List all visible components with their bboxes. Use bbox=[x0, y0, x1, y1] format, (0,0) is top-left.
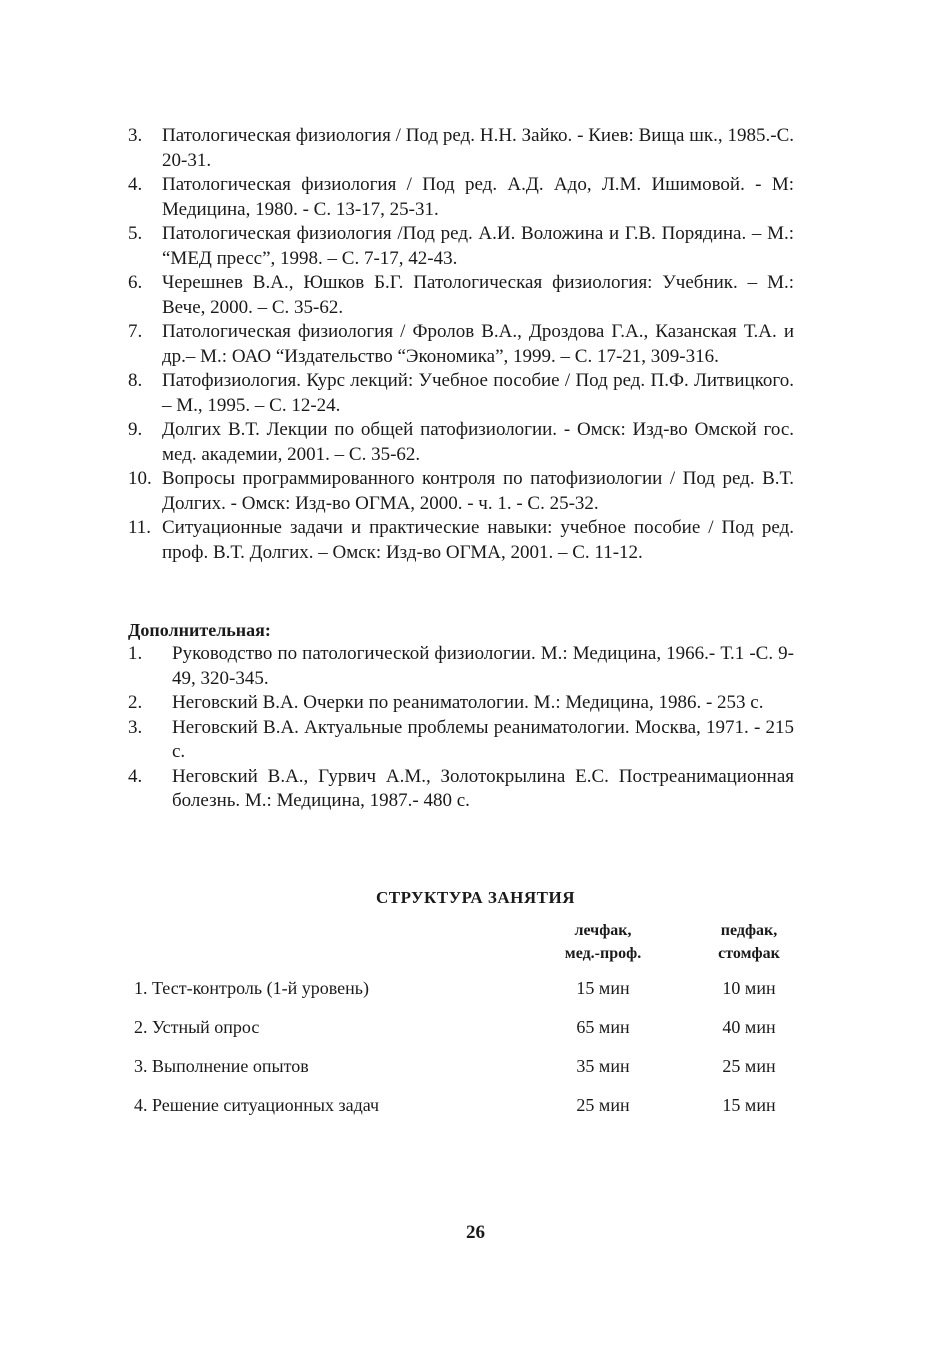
list-item bbox=[128, 765, 794, 814]
column-header-line: педфак, bbox=[720, 922, 778, 939]
duration-lechfak: 15 мин bbox=[576, 978, 630, 998]
list-item bbox=[128, 516, 794, 565]
column-header-pedfak bbox=[684, 919, 814, 965]
list-item bbox=[128, 369, 794, 418]
activity-name: 3. Выполнение опытов bbox=[134, 1056, 309, 1076]
list-item bbox=[128, 642, 794, 691]
item-text: Неговский В.А. Актуальные проблемы реаниматологии. Москва, 1971. - 215 с. bbox=[172, 716, 794, 762]
item-number: 5. bbox=[128, 223, 143, 244]
activity-name: 4. Решение ситуационных задач bbox=[134, 1095, 380, 1115]
reference-list bbox=[128, 124, 794, 565]
item-text: Неговский В.А. Очерки по реаниматологии. М.: Медицина, 1986. - 253 с. bbox=[172, 692, 764, 713]
table-row bbox=[134, 1095, 814, 1121]
item-number: 9. bbox=[128, 419, 143, 440]
table-row bbox=[134, 1056, 814, 1082]
duration-lechfak: 25 мин bbox=[576, 1095, 630, 1115]
item-text: Ситуационные задачи и практические навыки: учебное пособие / Под ред. проф. В.Т. Долгих. – Омск: Изд-во ОГМА, 2001. – С. 11-12. bbox=[162, 517, 794, 563]
item-text: Патологическая физиология /Под ред. А.И. Воложина и Г.В. Порядина. – М.: “МЕД пресс”, 1998. – С. 7-17, 42-43. bbox=[162, 223, 794, 269]
list-item bbox=[128, 467, 794, 516]
item-number: 11. bbox=[128, 517, 152, 538]
list-item bbox=[128, 320, 794, 369]
item-text: Патофизиология. Курс лекций: Учебное пособие / Под ред. П.Ф. Литвицкого. – М., 1995. – С. 12-24. bbox=[162, 370, 794, 416]
page-number: 26 bbox=[466, 1222, 485, 1243]
item-number: 7. bbox=[128, 321, 143, 342]
item-number: 3. bbox=[128, 125, 143, 146]
duration-lechfak: 35 мин bbox=[576, 1056, 630, 1076]
list-item bbox=[128, 716, 794, 765]
item-number: 4. bbox=[128, 765, 143, 787]
item-text: Руководство по патологической физиологии. М.: Медицина, 1966.- Т.1 -С. 9-49, 320-345. bbox=[172, 643, 794, 689]
item-text: Черешнев В.А., Юшков Б.Г. Патологическая физиология: Учебник. – М.: Вече, 2000. – С. 35-62. bbox=[162, 272, 794, 318]
list-item bbox=[128, 271, 794, 320]
duration-pedfak: 40 мин bbox=[722, 1017, 776, 1037]
list-item bbox=[128, 418, 794, 467]
additional-heading: Дополнительная: bbox=[128, 620, 271, 640]
item-text: Патологическая физиология / Под ред. Н.Н. Зайко. - Киев: Вища шк., 1985.-С. 20-31. bbox=[162, 125, 794, 171]
column-header-line: мед.-проф. bbox=[564, 945, 642, 962]
item-number: 8. bbox=[128, 370, 143, 391]
item-text: Патологическая физиология / Фролов В.А., Дроздова Г.А., Казанская Т.А. и др.– М.: ОАО “Издательство “Экономика”, 1999. – С. 17-21, 309-316. bbox=[162, 321, 794, 367]
item-number: 1. bbox=[128, 643, 143, 664]
item-text: Вопросы программированного контроля по патофизиологии / Под ред. В.Т. Долгих. - Омск: Изд-во ОГМА, 2000. - ч. 1. - С. 25-32. bbox=[162, 468, 794, 514]
list-item bbox=[128, 691, 794, 716]
item-number: 2. bbox=[128, 692, 143, 713]
activity-name: 2. Устный опрос bbox=[134, 1017, 260, 1037]
list-item bbox=[128, 173, 794, 222]
item-text: Долгих В.Т. Лекции по общей патофизиологии. - Омск: Изд-во Омской гос. мед. академии, 2001. – С. 35-62. bbox=[162, 419, 794, 465]
column-header-line: лечфак, bbox=[574, 922, 632, 939]
item-text: Патологическая физиология / Под ред. А.Д. Адо, Л.М. Ишимовой. - М: Медицина, 1980. - С. 13-17, 25-31. bbox=[162, 174, 794, 220]
duration-pedfak: 10 мин bbox=[722, 978, 776, 998]
column-header-line: стомфак bbox=[718, 945, 780, 962]
item-number: 4. bbox=[128, 174, 143, 195]
item-number: 3. bbox=[128, 716, 143, 738]
structure-heading: СТРУКТУРА ЗАНЯТИЯ bbox=[375, 888, 576, 907]
activity-name: 1. Тест-контроль (1-й уровень) bbox=[134, 978, 369, 998]
list-item bbox=[128, 222, 794, 271]
duration-pedfak: 25 мин bbox=[722, 1056, 776, 1076]
item-number: 10. bbox=[128, 468, 152, 489]
duration-lechfak: 65 мин bbox=[576, 1017, 630, 1037]
item-text: Неговский В.А., Гурвич А.М., Золотокрылина Е.С. Постреанимационная болезнь. М.: Медицина, 1987.- 480 с. bbox=[172, 765, 794, 811]
list-item bbox=[128, 124, 794, 173]
column-header-lechfak bbox=[538, 919, 668, 965]
duration-pedfak: 15 мин bbox=[722, 1095, 776, 1115]
table-row bbox=[134, 978, 814, 1004]
additional-list bbox=[128, 642, 794, 814]
item-number: 6. bbox=[128, 272, 143, 293]
table-row bbox=[134, 1017, 814, 1043]
